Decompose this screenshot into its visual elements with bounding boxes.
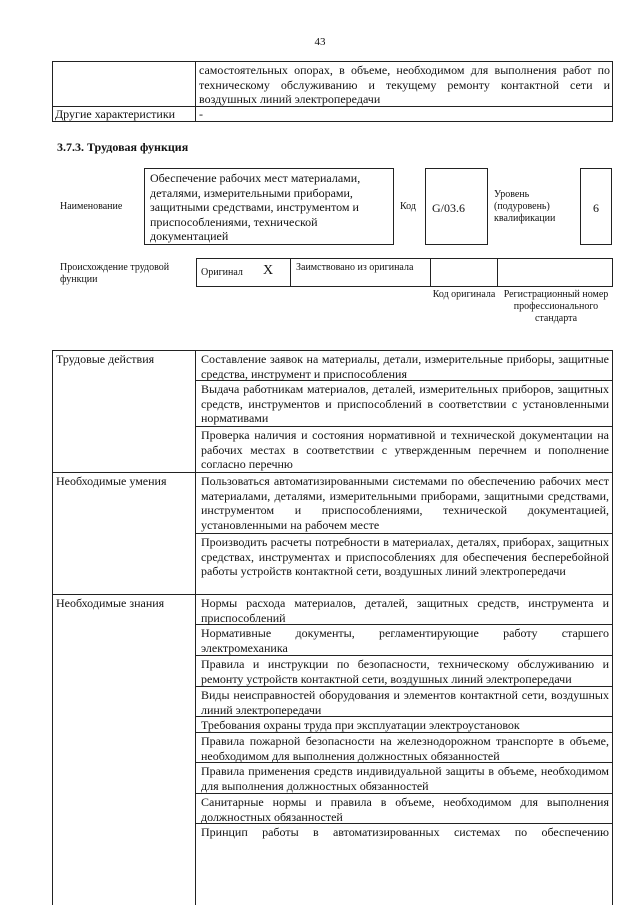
code-box — [425, 168, 488, 245]
knowledge-item: Правила пожарной безопасности на железнодорожном транспорте в объеме, необходимом для выполнения должностных обязанностей — [201, 734, 609, 763]
name-box — [144, 168, 394, 245]
labor-action-item: Выдача работникам материалов, деталей, измерительных приборов, защитных средств, инструментов и приспособлений в соответствии с установленными нормативами — [201, 382, 609, 425]
borrowed-label: Заимствовано из оригинала — [296, 262, 414, 273]
labor-action-item: Составление заявок на материалы, детали, измерительные приборы, защитные средства, инструмент и приспособления — [201, 352, 609, 381]
labor-actions-label: Трудовые действия — [56, 352, 155, 366]
name-label: Наименование — [60, 201, 123, 212]
knowledge-item: Нормы расхода материалов, деталей, защитных средств, инструмента и приспособлений — [201, 596, 609, 625]
knowledge-item: Санитарные нормы и правила в объеме, необходимом для выполнения должностных обязанностей — [201, 795, 609, 824]
code-caption: Код оригинала — [432, 289, 496, 300]
level-box — [580, 168, 612, 245]
page-number: 43 — [314, 36, 326, 48]
other-characteristics-label: Другие характеристики — [55, 107, 176, 121]
knowledge-item: Правила применения средств индивидуальной защиты в объеме, необходимом для выполнения должностных обязанностей — [201, 764, 609, 793]
knowledge-item: Принцип работы в автоматизированных системах по обеспечению — [201, 825, 609, 839]
level-label: Уровень (подуровень) квалификации — [494, 189, 556, 224]
function-name: Обеспечение рабочих мест материалами, деталями, измерительными приборами, защитными средствами, инструментом и приспособлениями, технической документацией — [150, 171, 361, 243]
skill-item: Пользоваться автоматизированными системами по обеспечению рабочих мест материалами, деталями, измерительными приборами, защитными средствами, инструментом и приспособлениями, технической документацией, установленными на рабочем месте — [201, 474, 609, 532]
origin-label: Происхождение трудовой функции — [60, 262, 170, 285]
knowledge-item: Виды неисправностей оборудования и элементов контактной сети, воздушных линий электропередачи — [201, 688, 609, 717]
knowledge-item: Правила и инструкции по безопасности, техническому обслуживанию и ремонту устройств контактной сети, воздушных линий электропередачи — [201, 657, 609, 686]
section-title: 3.7.3. Трудовая функция — [57, 140, 189, 154]
code-label: Код — [400, 201, 416, 212]
level-value: 6 — [593, 201, 599, 215]
reg-caption: Регистрационный номер профессионального стандарта — [503, 289, 609, 324]
continued-text: самостоятельных опорах, в объеме, необходимом для выполнения работ по техническому обслуживанию и текущему ремонту контактной сети и воздушных линий электропередачи — [199, 63, 610, 106]
required-skills-label: Необходимые умения — [56, 474, 167, 488]
labor-action-item: Проверка наличия и состояния нормативной и технической документации на рабочих местах в соответствии с утвержденным перечнем и пополнение согласно перечню — [201, 428, 609, 471]
code-value: G/03.6 — [432, 201, 465, 215]
knowledge-item: Требования охраны труда при эксплуатации электроустановок — [201, 718, 520, 732]
original-label: Оригинал — [201, 267, 243, 278]
skill-item: Производить расчеты потребности в материалах, деталях, приборах, защитных средствах, инструментах и приспособлениях для обеспечения бесперебойной работы устройств контактной сети, воздушных линий электропередачи — [201, 535, 609, 578]
knowledge-item: Нормативные документы, регламентирующие работу старшего электромеханика — [201, 626, 609, 655]
other-characteristics-value: - — [199, 107, 203, 121]
original-mark: X — [263, 263, 274, 278]
required-knowledge-label: Необходимые знания — [56, 596, 165, 610]
